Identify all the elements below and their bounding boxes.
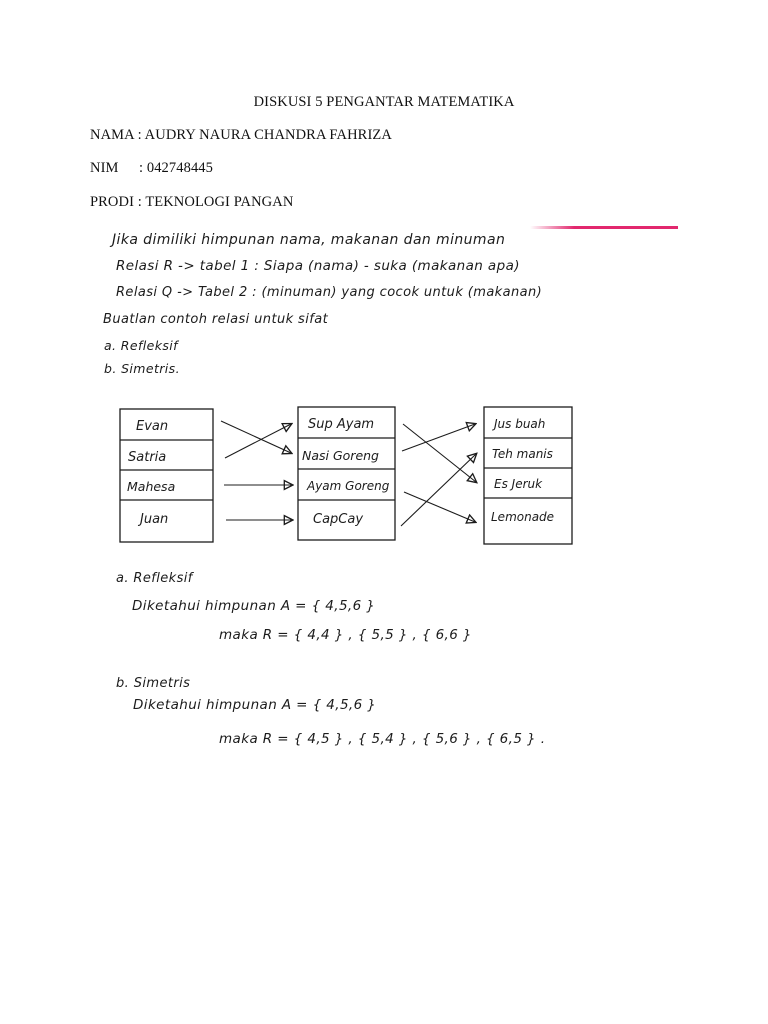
drink-item-4: Lemonade bbox=[491, 510, 555, 524]
arrow-capcay-teh-manis bbox=[401, 454, 476, 526]
food-item-3: Ayam Goreng bbox=[307, 479, 390, 493]
answer-b-heading: b. Simetris bbox=[116, 676, 191, 691]
document-title: DISKUSI 5 PENGANTAR MATEMATIKA bbox=[253, 94, 515, 110]
answer-b-given: Diketahui himpunan A = { 4,5,6 } bbox=[133, 697, 377, 713]
arrow-ayam-goreng-lemonade bbox=[404, 492, 475, 522]
food-item-4: CapCay bbox=[313, 512, 364, 527]
nim-value: : 042748445 bbox=[139, 160, 214, 176]
handwriting-line-4: Buatlan contoh relasi untuk sifat bbox=[103, 312, 329, 327]
handwriting-line-1: Jika dimiliki himpunan nama, makanan dan minuman bbox=[112, 232, 506, 248]
food-item-1: Sup Ayam bbox=[308, 417, 375, 432]
name-line: NAMA : AUDRY NAURA CHANDRA FAHRIZA bbox=[90, 127, 392, 143]
handwriting-line-2: Relasi R -> tabel 1 : Siapa (nama) - suka (makanan apa) bbox=[116, 258, 520, 274]
handwriting-line-3: Relasi Q -> Tabel 2 : (minuman) yang cocok untuk (makanan) bbox=[116, 285, 543, 300]
arrow-nasi-goreng-jus-buah bbox=[402, 424, 475, 451]
food-item-2: Nasi Goreng bbox=[302, 448, 379, 463]
handwriting-line-6: b. Simetris. bbox=[104, 361, 180, 376]
name-food-arrows bbox=[221, 421, 292, 520]
drink-item-2: Teh manis bbox=[492, 447, 553, 461]
answer-a-result: maka R = { 4,4 } , { 5,5 } , { 6,6 } bbox=[219, 627, 472, 643]
drink-item-3: Es Jeruk bbox=[494, 477, 543, 491]
answer-b-result: maka R = { 4,5 } , { 5,4 } , { 5,6 } , { 6,5 } . bbox=[219, 731, 546, 747]
prodi-line: PRODI : TEKNOLOGI PANGAN bbox=[90, 194, 294, 210]
food-drink-arrows bbox=[401, 424, 476, 526]
name-item-3: Mahesa bbox=[127, 479, 176, 494]
arrow-evan-nasi-goreng bbox=[221, 421, 291, 453]
name-item-2: Satria bbox=[128, 450, 167, 465]
nim-label: NIM bbox=[90, 160, 119, 176]
name-item-1: Evan bbox=[136, 419, 169, 434]
arrow-satria-sup-ayam bbox=[225, 424, 291, 458]
handwriting-line-5: a. Refleksif bbox=[104, 338, 178, 353]
answer-a-heading: a. Refleksif bbox=[116, 571, 193, 586]
arrow-sup-ayam-es-jeruk bbox=[403, 424, 476, 482]
answer-a-given: Diketahui himpunan A = { 4,5,6 } bbox=[132, 598, 376, 614]
drink-item-1: Jus buah bbox=[494, 417, 546, 431]
name-item-4: Juan bbox=[140, 512, 169, 527]
